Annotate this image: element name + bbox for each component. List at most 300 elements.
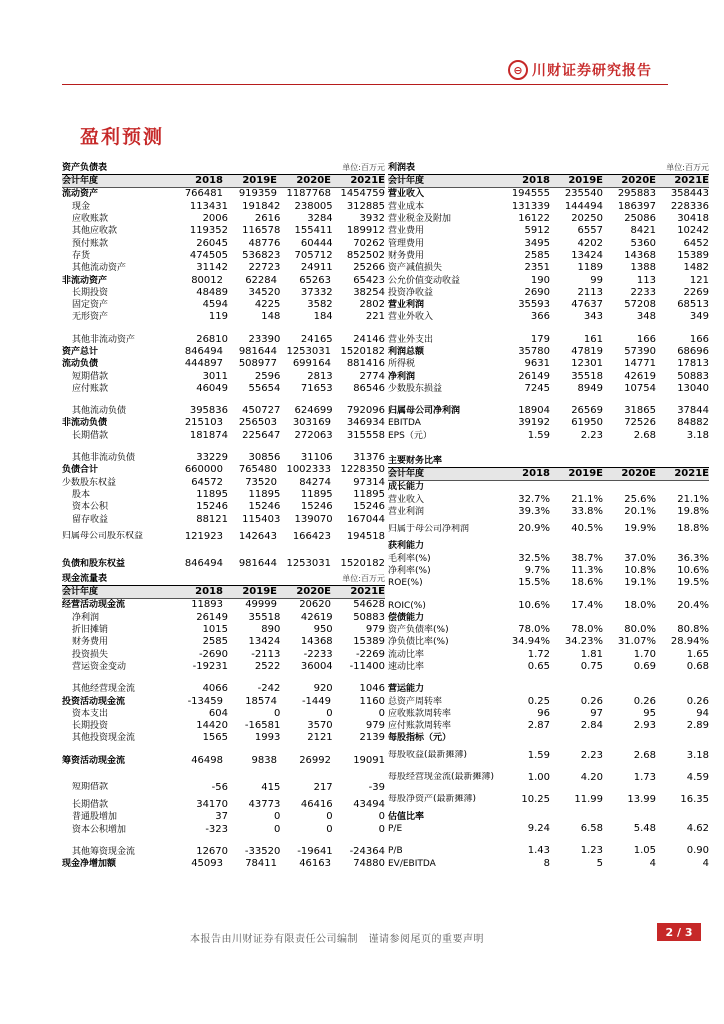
cell-value: 225647 bbox=[242, 429, 281, 441]
cell-value: 38.7% bbox=[571, 552, 603, 564]
row-label: 经营活动现金流 bbox=[62, 600, 126, 611]
table-row bbox=[388, 767, 709, 789]
row-label: 公允价值变动收益 bbox=[388, 275, 461, 286]
cell-value: -11400 bbox=[349, 660, 385, 672]
spacer-row bbox=[62, 395, 385, 405]
cell-value: 70262 bbox=[353, 237, 385, 249]
table-row bbox=[62, 287, 385, 299]
cell-value: 65263 bbox=[299, 274, 331, 286]
row-label: 折旧摊销 bbox=[72, 625, 109, 636]
cell-value: 10.6% bbox=[518, 599, 550, 611]
cell-value: 2121 bbox=[307, 732, 333, 744]
cell-value: 35780 bbox=[518, 346, 550, 357]
row-label: 现金 bbox=[72, 201, 91, 212]
cash-flow-table bbox=[62, 572, 385, 870]
cell-value: 31.07% bbox=[617, 636, 656, 648]
cell-value: 0.26 bbox=[580, 695, 603, 707]
cell-value: 78411 bbox=[245, 858, 277, 870]
spacer-row bbox=[388, 835, 709, 845]
cell-value: 35518 bbox=[571, 370, 603, 382]
cell-value: 95 bbox=[643, 707, 656, 719]
cell-value: 0.25 bbox=[527, 695, 550, 707]
row-label: 净利润 bbox=[72, 612, 100, 623]
company-logo-icon: ⊖ bbox=[508, 60, 528, 80]
table-row bbox=[62, 526, 385, 548]
cell-value: 37332 bbox=[300, 286, 333, 298]
header-year: 2020E bbox=[296, 586, 331, 598]
row-label: 投资损失 bbox=[72, 649, 109, 660]
row-label: 归属母公司净利润 bbox=[388, 406, 461, 417]
cell-value: -39 bbox=[368, 781, 385, 793]
row-label: 营业利润 bbox=[388, 300, 425, 311]
cell-value: 17.4% bbox=[571, 599, 603, 611]
cell-value: 1002333 bbox=[286, 464, 331, 476]
table-row bbox=[388, 599, 709, 611]
table-row bbox=[388, 789, 709, 811]
table-row bbox=[388, 334, 709, 346]
cell-value: 6.58 bbox=[580, 823, 603, 835]
cell-value: 121 bbox=[689, 274, 709, 286]
cell-value: -24364 bbox=[349, 845, 385, 857]
table-row bbox=[388, 661, 709, 673]
cell-value: 142643 bbox=[238, 530, 277, 542]
cell-value: 1015 bbox=[202, 624, 229, 636]
table-title-bar bbox=[62, 572, 385, 586]
cell-value: 2139 bbox=[359, 732, 385, 744]
cell-value: 68513 bbox=[677, 299, 709, 311]
cell-value: 5.48 bbox=[633, 823, 656, 835]
row-label: 营业收入 bbox=[388, 189, 425, 200]
cell-value: 0 bbox=[273, 811, 281, 823]
cell-value: 6557 bbox=[577, 225, 603, 237]
cell-value: 35518 bbox=[248, 611, 281, 623]
table-row bbox=[388, 237, 709, 249]
cell-value: 0.65 bbox=[527, 661, 550, 672]
table-row bbox=[388, 383, 709, 395]
row-label: 营业利润 bbox=[388, 507, 425, 518]
cell-value: 11.99 bbox=[574, 793, 603, 805]
cell-value: 62284 bbox=[245, 274, 277, 286]
cell-value: -1449 bbox=[301, 695, 331, 707]
cell-value: 348 bbox=[636, 311, 656, 323]
cell-value: 3011 bbox=[202, 370, 229, 382]
table-row bbox=[388, 823, 709, 835]
row-label: 应付账款 bbox=[72, 383, 109, 394]
cell-value: 18574 bbox=[245, 695, 277, 707]
cell-value: 26149 bbox=[196, 611, 229, 623]
cell-value: 26045 bbox=[196, 237, 229, 249]
cell-value: 60444 bbox=[300, 237, 333, 249]
cell-value: 3495 bbox=[524, 237, 550, 249]
cell-value: 4066 bbox=[202, 683, 229, 695]
table-row bbox=[62, 846, 385, 858]
cell-value: -2113 bbox=[251, 648, 281, 660]
cell-value: 1228350 bbox=[340, 464, 385, 476]
cell-value: 0.90 bbox=[686, 845, 709, 857]
cell-value: 303169 bbox=[292, 417, 331, 429]
cell-value: 194518 bbox=[346, 530, 385, 542]
row-label: 营业税金及附加 bbox=[388, 214, 452, 225]
cell-value: 181874 bbox=[189, 429, 229, 441]
cell-value: 16122 bbox=[518, 213, 550, 225]
cell-value: 0.68 bbox=[686, 661, 709, 672]
cell-value: 194555 bbox=[511, 188, 550, 200]
header-year: 2021E bbox=[350, 175, 385, 187]
table-row bbox=[388, 262, 709, 274]
cell-value: 20620 bbox=[299, 599, 331, 611]
cell-value: 166423 bbox=[292, 530, 331, 542]
cell-value: 215103 bbox=[184, 417, 223, 429]
spacer-row bbox=[388, 395, 709, 405]
cell-value: 852502 bbox=[346, 249, 385, 261]
row-label: 流动资产 bbox=[62, 189, 99, 200]
table-header-row bbox=[62, 586, 385, 599]
cell-value: 11895 bbox=[353, 488, 385, 500]
cell-value: 981644 bbox=[238, 557, 277, 569]
cell-value: 119352 bbox=[189, 225, 229, 237]
spacer-row bbox=[62, 745, 385, 755]
cell-value: 35593 bbox=[518, 299, 550, 311]
row-label: 其他经营现金流 bbox=[72, 684, 136, 695]
cell-value: 55654 bbox=[248, 382, 281, 394]
cell-value: 15389 bbox=[353, 636, 385, 648]
spacer-row bbox=[62, 673, 385, 683]
header-divider bbox=[62, 84, 668, 85]
row-label: 总资产周转率 bbox=[388, 696, 443, 707]
table-row bbox=[388, 540, 709, 552]
cell-value: 21.1% bbox=[677, 493, 709, 505]
cell-value: 8421 bbox=[630, 225, 656, 237]
cell-value: 34520 bbox=[248, 286, 281, 298]
table-title: 利润表 bbox=[388, 163, 416, 173]
row-label: 少数股东损益 bbox=[388, 383, 443, 394]
spacer-row bbox=[388, 589, 709, 599]
table-row bbox=[62, 501, 385, 513]
row-label: ROIC(%) bbox=[388, 600, 426, 611]
cell-value: 184 bbox=[313, 311, 333, 323]
cell-value: 604 bbox=[208, 707, 229, 719]
footer-disclaimer: 本报告由川财证券有限责任公司编制 谨请参阅尾页的重要声明 bbox=[190, 934, 484, 945]
cell-value: -2233 bbox=[303, 648, 333, 660]
table-row bbox=[388, 250, 709, 262]
cell-value: 190 bbox=[530, 274, 550, 286]
cell-value: 2233 bbox=[630, 286, 656, 298]
cell-value: 444897 bbox=[184, 358, 223, 370]
row-label: 财务费用 bbox=[388, 250, 425, 261]
row-label: 净负债比率(%) bbox=[388, 637, 449, 648]
cell-value: 20.9% bbox=[518, 523, 550, 535]
cell-value: 46163 bbox=[299, 858, 331, 870]
table-header-row bbox=[388, 175, 709, 188]
row-label: 资本公积 bbox=[72, 502, 109, 513]
cell-value: 4.62 bbox=[686, 823, 709, 835]
income-statement-table bbox=[388, 161, 709, 442]
cell-value: 536823 bbox=[242, 249, 281, 261]
row-label: 应付账款周转率 bbox=[388, 721, 452, 732]
header-year: 2018 bbox=[522, 468, 550, 480]
cell-value: 6452 bbox=[683, 237, 709, 249]
spacer-row bbox=[62, 548, 385, 558]
row-label: 应收账款周转率 bbox=[388, 708, 452, 719]
row-label: 营业费用 bbox=[388, 226, 425, 237]
cell-value: 49999 bbox=[245, 599, 277, 611]
cell-value: 26992 bbox=[299, 754, 331, 766]
cell-value: 10.25 bbox=[521, 793, 550, 805]
cell-value: 13424 bbox=[571, 249, 603, 261]
row-label: 投资活动现金流 bbox=[62, 696, 126, 707]
row-label: 应收账款 bbox=[72, 214, 109, 225]
row-label: 获利能力 bbox=[388, 541, 425, 552]
row-label: 营业成本 bbox=[388, 201, 425, 212]
table-row bbox=[62, 225, 385, 237]
cell-value: 1.65 bbox=[686, 648, 709, 660]
cell-value: 450727 bbox=[242, 405, 281, 417]
cell-value: 14420 bbox=[196, 720, 229, 732]
cell-value: 346934 bbox=[346, 417, 385, 429]
cell-value: 72526 bbox=[624, 417, 656, 429]
table-unit: 单位:百万元 bbox=[342, 163, 385, 172]
cell-value: 13040 bbox=[677, 382, 709, 394]
cell-value: 349 bbox=[689, 311, 709, 323]
table-row bbox=[388, 311, 709, 323]
cell-value: 32.5% bbox=[518, 552, 550, 564]
table-title: 资产负债表 bbox=[62, 163, 108, 173]
table-row bbox=[62, 755, 385, 767]
row-label: EV/EBITDA bbox=[388, 858, 436, 869]
page-number: 2 / 3 bbox=[657, 923, 701, 941]
cell-value: 23390 bbox=[248, 333, 281, 345]
row-label: 非流动资产 bbox=[62, 275, 108, 286]
row-label: 营业收入 bbox=[388, 494, 425, 505]
cell-value: 792096 bbox=[346, 405, 385, 417]
cell-value: 1.00 bbox=[527, 771, 550, 783]
table-row bbox=[388, 430, 709, 442]
cell-value: 315558 bbox=[346, 429, 385, 441]
cell-value: 981644 bbox=[238, 346, 277, 357]
cell-value: 12670 bbox=[196, 845, 229, 857]
cell-value: 8949 bbox=[577, 382, 603, 394]
table-row bbox=[388, 299, 709, 311]
cell-value: 9.7% bbox=[524, 564, 550, 576]
cell-value: 1.43 bbox=[527, 845, 550, 857]
cell-value: 34170 bbox=[196, 799, 229, 810]
header-year: 2020E bbox=[621, 175, 656, 187]
cell-value: 1388 bbox=[630, 262, 656, 274]
cell-value: 312885 bbox=[346, 200, 385, 212]
table-row bbox=[388, 346, 709, 358]
cell-value: 10242 bbox=[677, 225, 709, 237]
cell-value: 47819 bbox=[571, 346, 603, 357]
cell-value: 10754 bbox=[624, 382, 656, 394]
row-label: 留存收益 bbox=[72, 514, 109, 525]
table-row bbox=[388, 213, 709, 225]
cell-value: 50883 bbox=[677, 370, 709, 382]
cell-value: 1046 bbox=[359, 683, 385, 695]
header-year: 2020E bbox=[296, 175, 331, 187]
cell-value: 43773 bbox=[248, 799, 281, 810]
cell-value: 1520182 bbox=[340, 557, 385, 569]
cell-value: 221 bbox=[365, 311, 385, 323]
spacer-row bbox=[388, 673, 709, 683]
table-row bbox=[62, 383, 385, 395]
cell-value: 2269 bbox=[683, 286, 709, 298]
table-row bbox=[62, 858, 385, 870]
row-label: 资产减值损失 bbox=[388, 263, 443, 274]
cell-value: 1.73 bbox=[633, 771, 656, 783]
cell-value: 11895 bbox=[196, 488, 229, 500]
cell-value: 11893 bbox=[191, 599, 223, 611]
cell-value: 166 bbox=[636, 333, 656, 345]
cell-value: 42619 bbox=[624, 370, 656, 382]
cell-value: 16.35 bbox=[680, 793, 709, 805]
table-row bbox=[388, 612, 709, 624]
row-label: 归属于母公司净利润 bbox=[388, 523, 470, 534]
cell-value: 94 bbox=[696, 707, 709, 719]
cell-value: -13459 bbox=[187, 695, 223, 707]
table-row bbox=[62, 311, 385, 323]
table-row bbox=[62, 213, 385, 225]
cell-value: 20.4% bbox=[677, 599, 709, 611]
row-label: 负债合计 bbox=[62, 465, 99, 476]
cell-value: 919359 bbox=[238, 188, 277, 200]
table-row bbox=[62, 683, 385, 695]
cell-value: 48776 bbox=[248, 237, 281, 249]
cell-value: 15246 bbox=[353, 501, 385, 513]
row-label: 管理费用 bbox=[388, 238, 425, 249]
table-row bbox=[388, 745, 709, 767]
table-row bbox=[388, 811, 709, 823]
table-row bbox=[62, 334, 385, 346]
report-header-title: 川财证券研究报告 bbox=[532, 63, 652, 79]
cell-value: 45093 bbox=[191, 858, 223, 870]
cell-value: 80012 bbox=[191, 274, 223, 286]
cell-value: 766481 bbox=[184, 188, 223, 200]
table-row bbox=[62, 732, 385, 744]
row-label: 其他非流动资产 bbox=[72, 334, 136, 345]
cell-value: 32.7% bbox=[518, 493, 550, 505]
cell-value: -16581 bbox=[244, 720, 281, 732]
section-title: 盈利预测 bbox=[80, 126, 165, 148]
cell-value: -242 bbox=[257, 683, 281, 695]
table-row bbox=[62, 558, 385, 570]
row-label: 每股净资产(最新摊薄) bbox=[388, 794, 477, 805]
table-row bbox=[388, 720, 709, 732]
cell-value: 19091 bbox=[353, 754, 385, 766]
cell-value: 31106 bbox=[300, 452, 333, 464]
row-label: P/B bbox=[388, 846, 403, 857]
cell-value: 5360 bbox=[630, 237, 656, 249]
cell-value: 2113 bbox=[577, 286, 603, 298]
table-row bbox=[388, 732, 709, 744]
table-row bbox=[62, 695, 385, 707]
cell-value: 0 bbox=[378, 823, 385, 835]
cell-value: 46416 bbox=[300, 799, 333, 810]
cell-value: 80.0% bbox=[624, 624, 656, 636]
row-label: ROE(%) bbox=[388, 578, 423, 589]
table-row bbox=[62, 405, 385, 417]
cell-value: 15.5% bbox=[518, 577, 550, 589]
table-row bbox=[388, 405, 709, 417]
cell-value: 26810 bbox=[196, 333, 229, 345]
row-label: 营业外支出 bbox=[388, 334, 434, 345]
table-row bbox=[62, 464, 385, 476]
row-label: 长期投资 bbox=[72, 287, 109, 298]
cell-value: 2585 bbox=[524, 249, 550, 261]
row-label: EBITDA bbox=[388, 418, 421, 429]
cell-value: 116578 bbox=[242, 225, 281, 237]
cell-value: 14771 bbox=[624, 358, 656, 370]
cell-value: 2.68 bbox=[633, 749, 656, 761]
cell-value: 4225 bbox=[254, 299, 281, 311]
table-row bbox=[388, 636, 709, 648]
cell-value: 979 bbox=[365, 720, 385, 732]
cell-value: 0.75 bbox=[580, 661, 603, 672]
cell-value: 42619 bbox=[300, 611, 333, 623]
cell-value: 46498 bbox=[191, 754, 223, 766]
cell-value: 115403 bbox=[242, 513, 281, 525]
cell-value: 13424 bbox=[248, 636, 281, 648]
cell-value: 846494 bbox=[184, 557, 223, 569]
cell-value: 1.81 bbox=[580, 648, 603, 660]
cell-value: 295883 bbox=[617, 188, 656, 200]
cell-value: 765480 bbox=[238, 464, 277, 476]
cell-value: 57208 bbox=[624, 299, 656, 311]
cell-value: 1189 bbox=[577, 262, 603, 274]
cell-value: 881416 bbox=[346, 358, 385, 370]
cell-value: 890 bbox=[261, 624, 281, 636]
header-year: 2019E bbox=[242, 175, 277, 187]
header-label: 会计年度 bbox=[388, 176, 425, 187]
table-unit: 单位:百万元 bbox=[666, 163, 709, 172]
cell-value: 18.6% bbox=[571, 577, 603, 589]
table-title: 现金流量表 bbox=[62, 574, 108, 584]
cell-value: 50883 bbox=[353, 611, 385, 623]
table-row bbox=[62, 250, 385, 262]
cell-value: 1.72 bbox=[527, 648, 550, 660]
cell-value: 1187768 bbox=[286, 188, 331, 200]
cell-value: 979 bbox=[365, 624, 385, 636]
cell-value: 121923 bbox=[184, 530, 223, 542]
cell-value: 113 bbox=[636, 274, 656, 286]
spacer-row bbox=[62, 442, 385, 452]
table-row bbox=[62, 811, 385, 823]
row-label: 流动比率 bbox=[388, 649, 425, 660]
row-label: 资本公积增加 bbox=[72, 824, 127, 835]
table-row bbox=[388, 708, 709, 720]
cell-value: 1.23 bbox=[580, 845, 603, 857]
cell-value: -19231 bbox=[192, 660, 229, 672]
cell-value: 2813 bbox=[307, 370, 333, 382]
row-label: 长期借款 bbox=[72, 800, 109, 810]
cell-value: 39192 bbox=[518, 417, 550, 429]
cell-value: 148 bbox=[261, 311, 281, 323]
cell-value: 9.24 bbox=[527, 823, 550, 835]
header-year: 2018 bbox=[195, 175, 223, 187]
cell-value: 31376 bbox=[353, 452, 385, 464]
row-label: 少数股东权益 bbox=[62, 477, 117, 488]
header-year: 2021E bbox=[674, 175, 709, 187]
table-row bbox=[388, 274, 709, 286]
table-row bbox=[388, 683, 709, 695]
cell-value: 43494 bbox=[353, 799, 385, 810]
cell-value: 9838 bbox=[251, 754, 277, 766]
header-label: 会计年度 bbox=[62, 176, 99, 187]
cell-value: 5912 bbox=[524, 225, 550, 237]
cell-value: 4 bbox=[649, 857, 656, 869]
cell-value: 84274 bbox=[299, 476, 331, 488]
row-label: 预付账款 bbox=[72, 238, 109, 249]
row-label: 其他应收款 bbox=[72, 226, 118, 237]
